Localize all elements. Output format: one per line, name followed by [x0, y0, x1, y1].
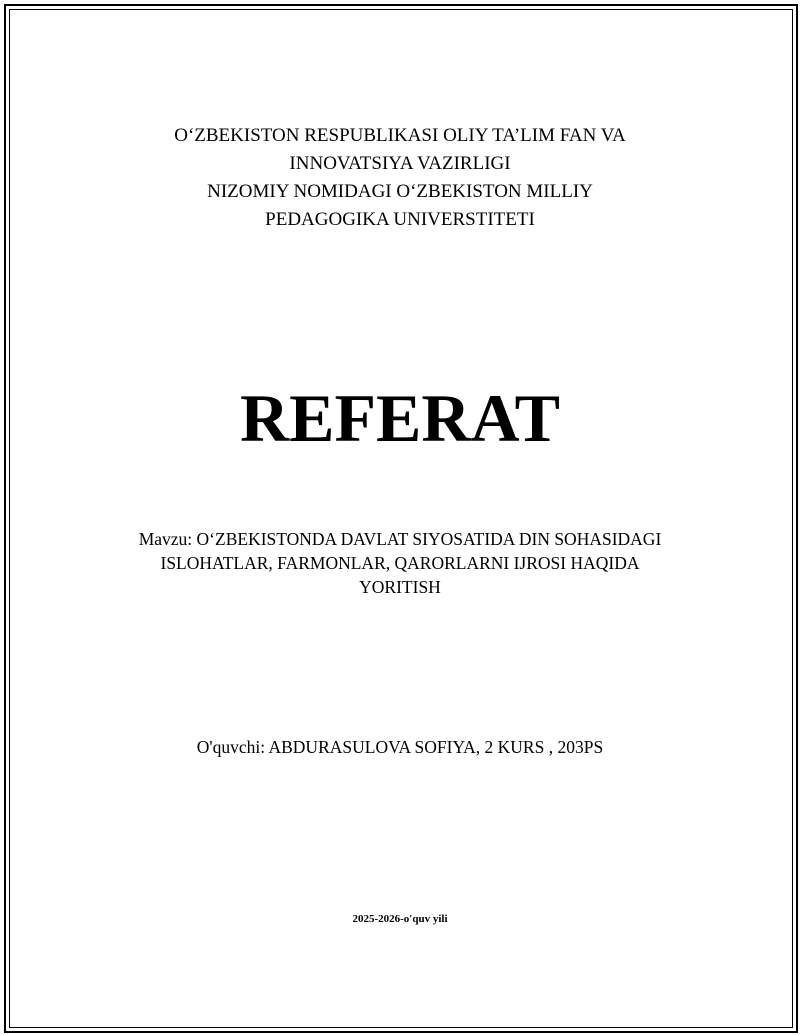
ministry-header-line: INNOVATSIYA VAZIRLIGI — [289, 153, 511, 174]
ministry-header — [0, 122, 800, 234]
academic-year: 2025-2026-o'quv yili — [352, 913, 448, 925]
topic-block — [0, 527, 800, 599]
ministry-header-line: O‘ZBEKISTON RESPUBLIKASI OLIY TA’LIM FAN VA — [174, 125, 626, 146]
ministry-header-line: NIZOMIY NOMIDAGI O‘ZBEKISTON MILLIY — [207, 181, 593, 202]
document-title: REFERAT — [240, 380, 560, 456]
topic-line: YORITISH — [359, 577, 441, 597]
student-info: O'quvchi: ABDURASULOVA SOFIYA, 2 KURS , 203PS — [196, 737, 604, 757]
topic-line: ISLOHATLAR, FARMONLAR, QARORLARNI IJROSI HAQIDA — [160, 553, 640, 573]
ministry-header-line: PEDAGOGIKA UNIVERSTITETI — [265, 209, 535, 230]
topic-line: Mavzu: O‘ZBEKISTONDA DAVLAT SIYOSATIDA DIN SOHASIDAGI — [138, 529, 662, 549]
